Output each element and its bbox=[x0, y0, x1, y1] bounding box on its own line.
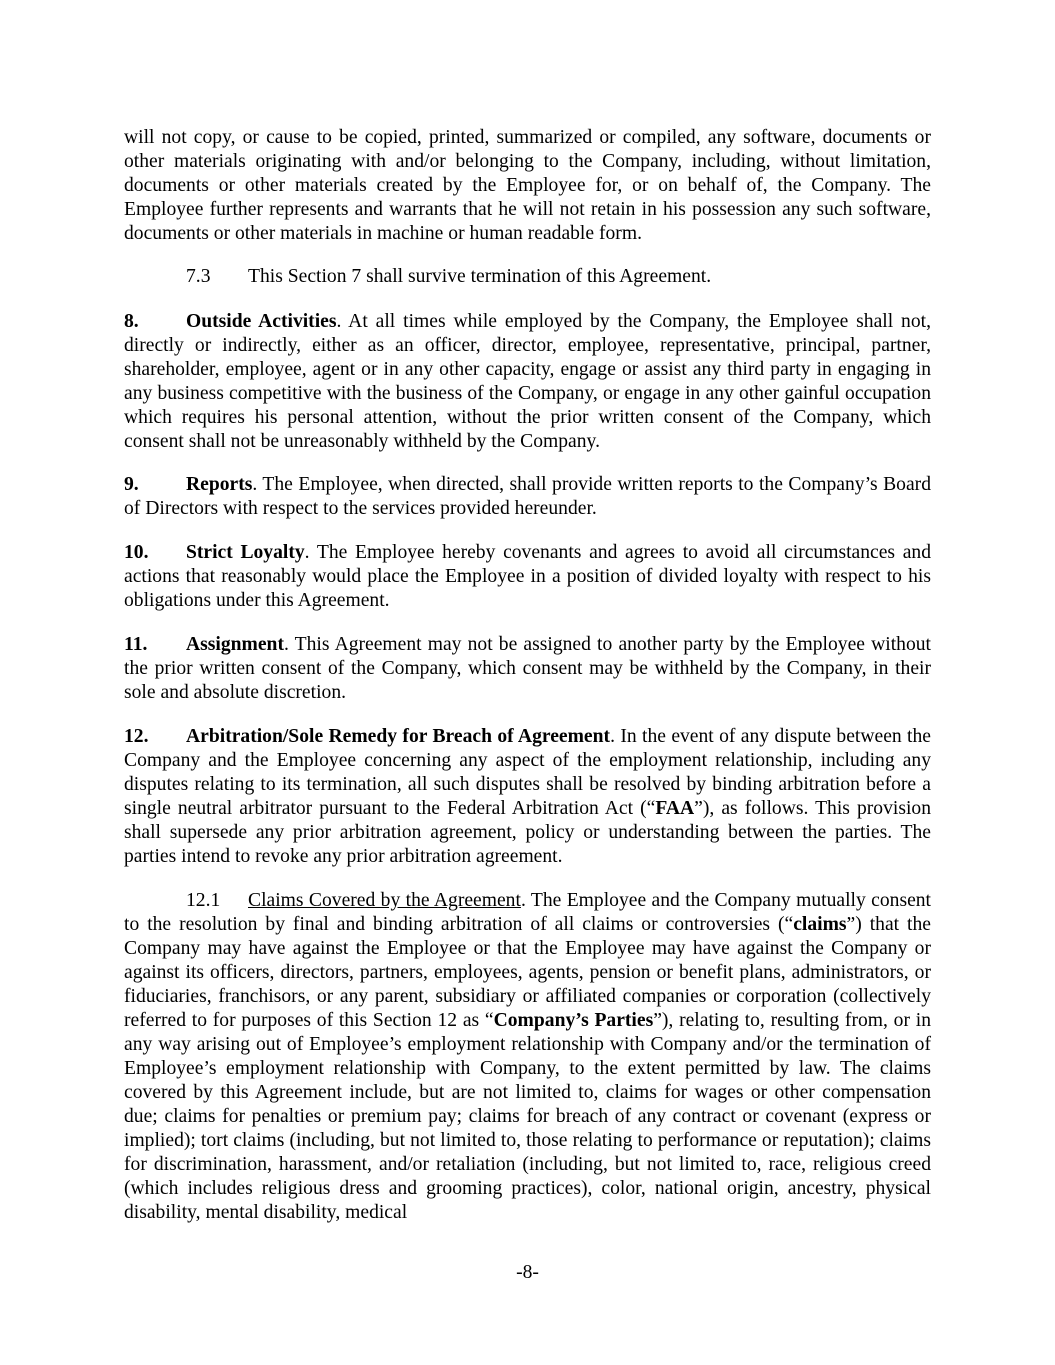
section-9-text: . The Employee, when directed, shall provide written reports to the Company’s Board of Directors with respect to the services provided hereunder. bbox=[124, 474, 931, 519]
section-8-text: . At all times while employed by the Company, the Employee shall not, directly or indirectly, either as an officer, director, employee, representative, principal, partner, shareholder, employee, agent or in any other capacity, engage or assist any third party in engaging in any business competitive with the business of the Company, or engage in any other gainful occupation which requires his personal attention, without the prior written consent of the Company, which consent shall not be unreasonably withheld by the Company. bbox=[124, 311, 931, 452]
section-12-text-b: ”), as follows. This provision shall supersede any prior arbitration agreement, policy or understanding between the parties. The parties intend to revoke any prior arbitration agreement. bbox=[124, 798, 931, 867]
section-12-1-text-b: ”) that the Company may have against the Employee or that the Employee may have against the Company or against its officers, directors, partners, employees, agents, pension or benefit plans, administrators, or fiduciaries, franchisors, or any parent, subsidiary or affiliated companies or corporation (collectively referred to for purposes of this Section 12 as “ bbox=[124, 914, 931, 1031]
claims-defined-term: claims bbox=[793, 914, 847, 935]
section-11-number: 11. bbox=[124, 634, 148, 655]
section-12-1-text-c: ”), relating to, resulting from, or in any way arising out of Employee’s employment relationship with Company and/or the termination of Employee’s employment relationship with Company, to the extent permitted by law. The claims covered by this Agreement include, but are not limited to, claims for wages or other compensation due; claims for penalties or premium pay; claims for breach of any contract or covenant (express or implied); tort claims (including, but not limited to, those relating to performance or reputation); claims for discrimination, harassment, and/or retaliation (including, but not limited to, race, religious creed (which includes religious dress and grooming practices), color, national origin, ancestry, physical disability, mental disability, medical bbox=[124, 1010, 931, 1223]
section-11 bbox=[124, 633, 931, 705]
section-12-1 bbox=[124, 889, 931, 1225]
section-10-text: . The Employee hereby covenants and agrees to avoid all circumstances and actions that reasonably would place the Employee in a position of divided loyalty with respect to his obligations under this Agreement. bbox=[124, 542, 931, 611]
faa-defined-term: FAA bbox=[655, 798, 695, 819]
section-12-1-number: 12.1 bbox=[186, 890, 221, 911]
section-12-title: Arbitration/Sole Remedy for Breach of Agreement bbox=[186, 726, 611, 747]
section-7-continuation: will not copy, or cause to be copied, printed, summarized or compiled, any software, documents or other materials originating with and/or belonging to the Company, including, without limitation, documents or other materials created by the Employee for, or on behalf of, the Company. The Employee further represents and warrants that he will not retain in his possession any such software, documents or other materials in machine or human readable form. bbox=[124, 127, 931, 244]
section-9 bbox=[124, 473, 931, 521]
page-number: -8- bbox=[516, 1262, 539, 1283]
section-8 bbox=[124, 310, 931, 454]
section-11-title: Assignment bbox=[186, 634, 284, 655]
section-10-number: 10. bbox=[124, 542, 149, 563]
section-10-title: Strict Loyalty bbox=[186, 542, 305, 563]
section-12-number: 12. bbox=[124, 726, 149, 747]
section-12 bbox=[124, 725, 931, 869]
section-12-text-a: . In the event of any dispute between the Company and the Employee concerning any aspect of the employment relationship, including any disputes relating to its termination, all such disputes shall be resolved by binding arbitration before a single neutral arbitrator pursuant to the Federal Arbitration Act (“ bbox=[124, 726, 931, 819]
section-9-title: Reports bbox=[186, 474, 253, 495]
section-11-text: . This Agreement may not be assigned to another party by the Employee without the prior written consent of the Company, which consent may be withheld by the Company, in their sole and absolute discretion. bbox=[124, 634, 931, 703]
company-parties-defined-term: Company’s Parties bbox=[493, 1010, 654, 1031]
section-9-number: 9. bbox=[124, 474, 139, 495]
section-8-title: Outside Activities bbox=[186, 311, 337, 332]
section-8-number: 8. bbox=[124, 311, 139, 332]
section-7-3-number: 7.3 bbox=[186, 266, 211, 287]
section-7-3-text: This Section 7 shall survive termination of this Agreement. bbox=[248, 266, 712, 287]
section-12-1-heading: Claims Covered by the Agreement bbox=[248, 890, 521, 911]
section-10 bbox=[124, 541, 931, 613]
section-7-3 bbox=[124, 265, 931, 289]
section-12-1-text-a: . The Employee and the Company mutually consent to the resolution by final and binding arbitration of all claims or controversies (“ bbox=[124, 890, 932, 935]
